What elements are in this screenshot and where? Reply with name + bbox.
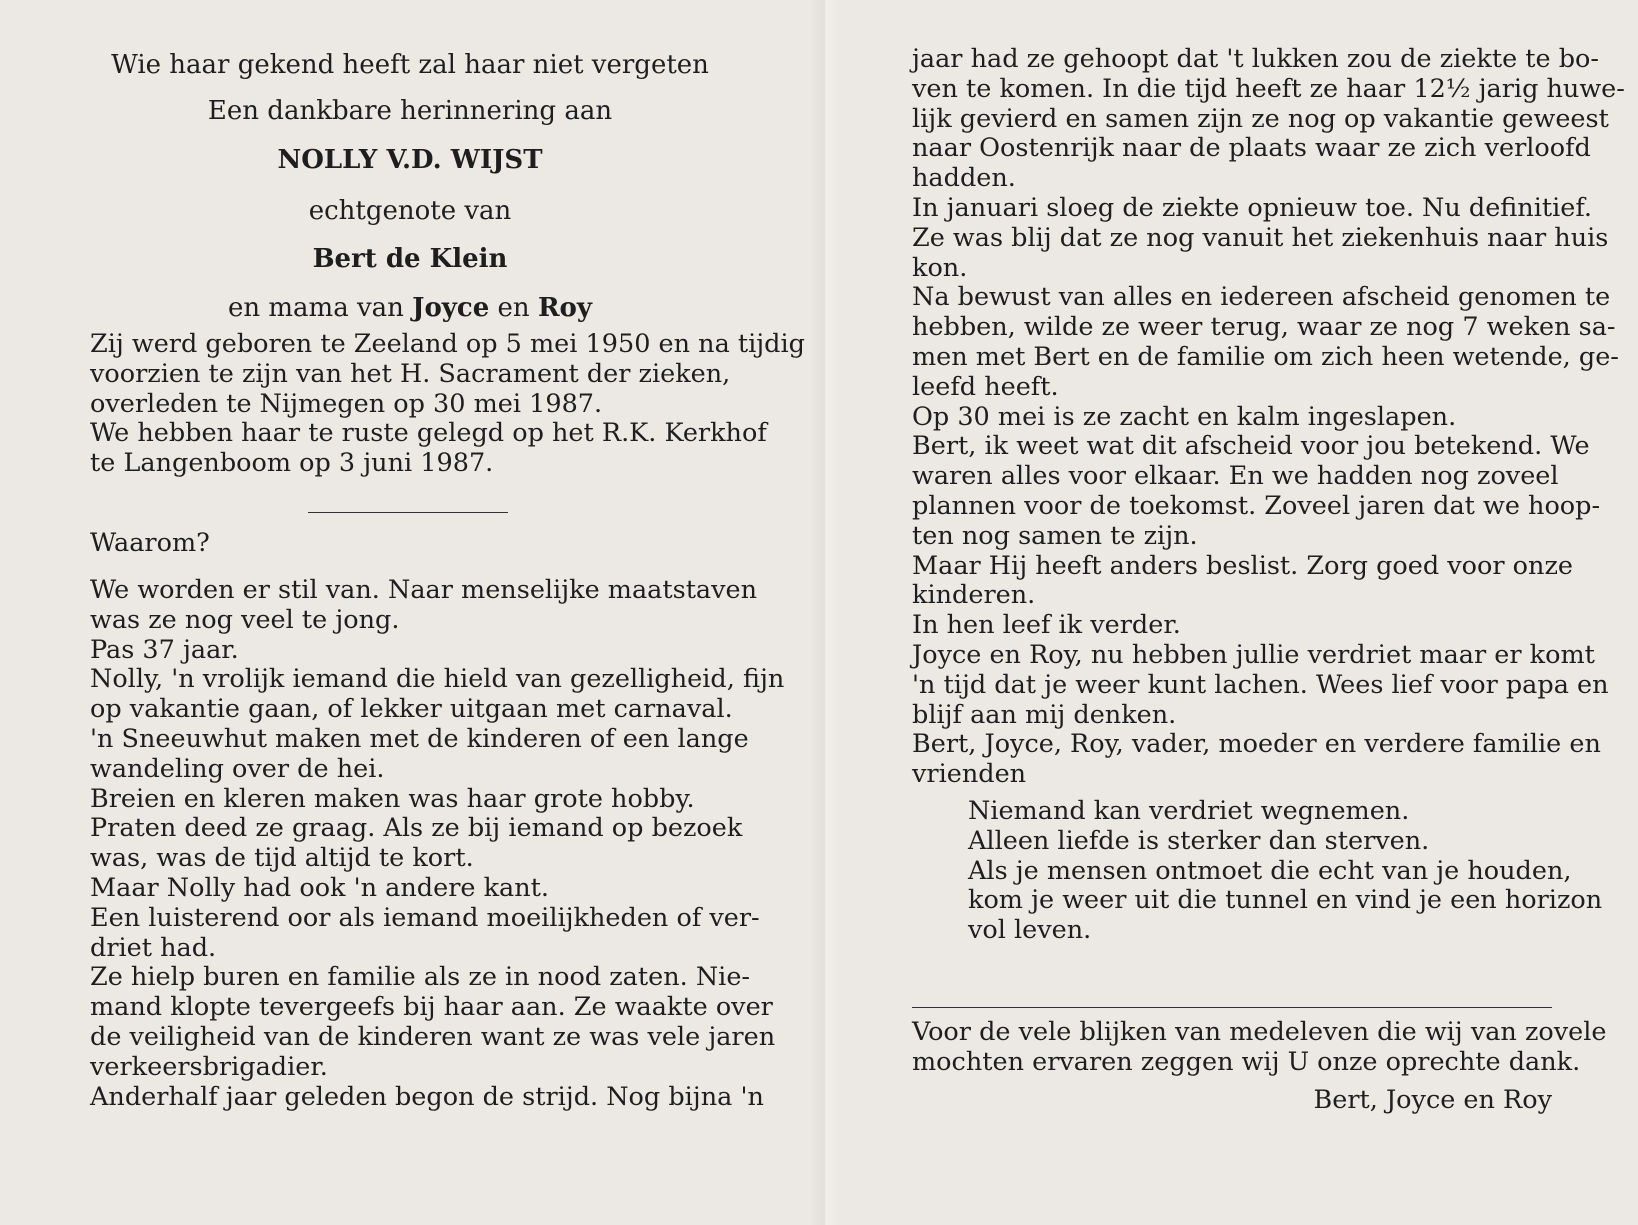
bio-paragraph	[90, 329, 805, 479]
card-fold	[810, 0, 840, 1225]
text-line: plannen voor de toekomst. Zoveel jaren dat we hoop-	[912, 490, 1601, 521]
children-line	[90, 293, 730, 323]
text-line: Maar Hij heeft anders beslist. Zorg goed voor onze	[912, 550, 1573, 581]
signature: Bert, Joyce en Roy	[1313, 1085, 1552, 1115]
text-line: te Langenboom op 3 juni 1987.	[90, 448, 494, 479]
text-line: Bert, ik weet wat dit afscheid voor jou betekend. We	[912, 431, 1590, 462]
text-line: was, was de tijd altijd te kort.	[90, 843, 474, 874]
poem-line: vol leven.	[968, 915, 1092, 946]
text-line: Zij werd geboren te Zeeland op 5 mei 1950 en na tijdig	[90, 329, 805, 359]
text-line: Bert, Joyce, Roy, vader, moeder en verdere familie en	[912, 729, 1601, 760]
motto: Wie haar gekend heeft zal haar niet vergeten	[111, 50, 709, 80]
divider	[308, 512, 508, 513]
poem-line: Niemand kan verdriet wegnemen.	[968, 796, 1410, 826]
text-line: waren alles voor elkaar. En we hadden nog zoveel	[912, 461, 1559, 492]
text-line: Op 30 mei is ze zacht en kalm ingeslapen.	[912, 401, 1457, 432]
text-line: Voor de vele blijken van medeleven die wij van zovele	[912, 1017, 1607, 1047]
divider	[912, 1007, 1552, 1008]
text-line: hadden.	[912, 163, 1016, 194]
child-name: Joyce	[412, 293, 490, 323]
body-paragraph	[912, 44, 1625, 790]
text-line: hebben, wilde ze weer terug, waar ze nog 7 weken sa-	[912, 312, 1616, 343]
text-line: voorzien te zijn van het H. Sacrament der zieken,	[90, 358, 731, 389]
spouse-name: Bert de Klein	[312, 244, 508, 274]
text-line: Ze was blij dat ze nog vanuit het ziekenhuis naar huis	[912, 222, 1609, 253]
intro: Een dankbare herinnering aan	[207, 96, 613, 126]
text-line: In januari sloeg de ziekte opnieuw toe. Nu definitief.	[912, 192, 1592, 223]
text-line: Nolly, 'n vrolijk iemand die hield van gezelligheid, fijn	[90, 664, 785, 695]
question-text	[90, 529, 730, 559]
text-line: Maar Nolly had ook 'n andere kant.	[90, 872, 550, 903]
text-line: lijk gevierd en samen zijn ze nog op vakantie geweest	[912, 103, 1609, 134]
poem-line: Alleen liefde is sterker dan sterven.	[968, 825, 1430, 856]
text-line: 'n Sneeuwhut maken met de kinderen of een lange	[90, 723, 749, 754]
text-line: op vakantie gaan, of lekker uitgaan met carnaval.	[90, 694, 733, 725]
text-line: overleden te Nijmegen op 30 mei 1987.	[90, 388, 603, 419]
text-line: verkeersbrigadier.	[90, 1051, 328, 1082]
child-name: Roy	[537, 293, 593, 323]
text-line: naar Oostenrijk naar de plaats waar ze zich verloofd	[912, 133, 1591, 164]
text-line: Praten deed ze graag. Als ze bij iemand op bezoek	[90, 813, 743, 844]
deceased-name: NOLLY V.D. WIJST	[277, 145, 543, 175]
children-and: en	[497, 293, 530, 323]
text-line: ten nog samen te zijn.	[912, 520, 1198, 551]
children-prefix: en mama van	[227, 293, 404, 323]
text-line: blijf aan mij denken.	[912, 699, 1177, 730]
text-line: Anderhalf jaar geleden begon de strijd. Nog bijna 'n	[90, 1081, 764, 1112]
text-line: ven te komen. In die tijd heeft ze haar 12½ jarig huwe-	[912, 73, 1625, 104]
text-line: We worden er stil van. Naar menselijke maatstaven	[90, 575, 758, 605]
text-line: kon.	[912, 252, 968, 283]
text-line: In hen leef ik verder.	[912, 610, 1181, 641]
poem	[912, 796, 1603, 946]
text-line: was ze nog veel te jong.	[90, 604, 400, 635]
text-line: wandeling over de hei.	[90, 753, 385, 784]
poem-line: Als je mensen ontmoet die echt van je houden,	[968, 855, 1572, 886]
text-line: Waarom?	[90, 528, 210, 558]
text-line: Een luisterend oor als iemand moeilijkheden of ver-	[90, 902, 760, 933]
text-line: mand klopte tevergeefs bij haar aan. Ze waakte over	[90, 992, 773, 1023]
text-line: 'n tijd dat je weer kunt lachen. Wees lief voor papa en	[912, 669, 1609, 700]
text-line: We hebben haar te ruste gelegd op het R.K. Kerkhof	[90, 418, 767, 449]
text-line: mochten ervaren zeggen wij U onze oprechte dank.	[912, 1046, 1581, 1077]
text-line: men met Bert en de familie om zich heen wetende, ge-	[912, 341, 1619, 372]
text-line: Pas 37 jaar.	[90, 634, 239, 665]
text-line: Na bewust van alles en iedereen afscheid genomen te	[912, 282, 1611, 313]
thanks-paragraph	[912, 1017, 1607, 1078]
text-line: de veiligheid van de kinderen want ze was vele jaren	[90, 1021, 776, 1052]
text-line: kinderen.	[912, 580, 1036, 611]
body-paragraph	[90, 575, 785, 1112]
poem-line: kom je weer uit die tunnel en vind je een horizon	[968, 885, 1603, 916]
text-line: Ze hielp buren en familie als ze in nood zaten. Nie-	[90, 962, 751, 993]
text-line: jaar had ze gehoopt dat 't lukken zou de ziekte te bo-	[912, 44, 1600, 74]
text-line: vrienden	[912, 759, 1027, 790]
text-line: leefd heeft.	[912, 371, 1059, 402]
text-line: driet had.	[90, 932, 217, 963]
text-line: Joyce en Roy, nu hebben jullie verdriet maar er komt	[912, 639, 1595, 670]
spouse-label: echtgenote van	[308, 196, 512, 226]
text-line: Breien en kleren maken was haar grote hobby.	[90, 783, 695, 814]
